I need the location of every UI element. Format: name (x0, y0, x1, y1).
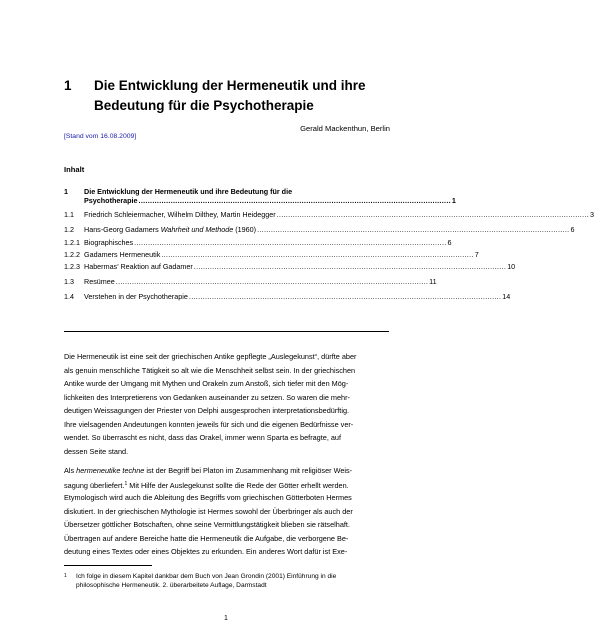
toc-entry-1-continued[interactable] (64, 196, 456, 205)
toc-entry-title: Verstehen in der Psychotherapie (84, 292, 188, 301)
toc-entry-7[interactable] (64, 277, 437, 286)
toc-leader: ........................................................................................................................................ (257, 225, 570, 234)
toc-entry-2[interactable] (64, 210, 594, 219)
text-run: sagung überliefert. (64, 480, 125, 490)
toc-leader: ........................................................................................................................................ (134, 238, 447, 247)
text-line: Etymologisch wird auch die Ableitung des Begriffs vom griechischen Götterboten Hermes (64, 493, 352, 502)
toc-entry-title: Psychotherapie (84, 196, 138, 205)
toc-leader: ........................................................................................................................................ (193, 262, 507, 271)
text-run: Als (64, 466, 77, 475)
text-line: deutigen Weissagungen der Priester von Delphi ausgesprochen interpretationsbedürftig. (64, 406, 350, 415)
toc-entry-number: 1.1 (64, 210, 74, 219)
toc-leader: ........................................................................................................................................ (276, 210, 589, 219)
footnote-line: philosophische Hermeneutik. 2. überarbeitete Auflage, Darmstadt (76, 582, 267, 589)
text-line: Ihre vielsagenden Andeutungen konnten jeweils für sich und die eigenen Bedürfnisse ver- (64, 419, 354, 429)
footnote-mark: 1 (64, 573, 67, 579)
toc-entry-page: 10 (507, 262, 516, 271)
toc-entry-title: Gadamers Hermeneutik (84, 250, 161, 259)
toc-entry-page: 14 (502, 292, 511, 301)
toc-entry-4[interactable] (64, 238, 452, 247)
toc-entry-number: 1 (64, 187, 68, 196)
toc-entry-3[interactable] (64, 225, 575, 234)
text-run-italic: hermeneutike techne (76, 466, 145, 475)
toc-entry-page: 7 (474, 250, 479, 259)
toc-entry-page: 6 (570, 225, 575, 234)
separator-rule (64, 331, 389, 332)
toc-entry-title (84, 225, 256, 234)
toc-leader: ........................................................................................................................................ (161, 250, 474, 259)
body-paragraph-1 (64, 350, 389, 458)
stand-date: [Stand vom 16.08.2009] (64, 133, 137, 140)
text-line: Übersetzer göttlicher Botschaften, ohne seine Vermittlungstätigkeit blieben sie rätselhaft. (64, 520, 350, 529)
text-run: ist der Begriff bei Platon im Zusammenhang mit religiöser Weis- (144, 466, 353, 475)
footnote-reference[interactable]: 1 (124, 480, 128, 487)
toc-entry-5[interactable] (64, 250, 479, 259)
toc-entry-title: Friedrich Schleiermacher, Wilhelm Dilthey, Martin Heidegger (84, 210, 276, 219)
toc-leader: ........................................................................................................................................ (115, 277, 429, 286)
footnote-separator (64, 565, 152, 566)
page-number: 1 (224, 615, 228, 622)
toc-entry-number: 1.2.3 (64, 262, 80, 271)
toc-title-part: Hans-Georg Gadamers (84, 225, 161, 234)
chapter-number: 1 (64, 78, 72, 93)
text-line: dessen Seite stand. (64, 446, 129, 456)
toc-entry-title: Habermas’ Reaktion auf Gadamer (84, 262, 193, 271)
chapter-title-line2: Bedeutung für die Psychotherapie (94, 98, 314, 113)
text-line: Die Hermeneutik ist eine seit der griechischen Antike gepflegte „Auslegekunst“, dürfte aber (64, 352, 357, 361)
toc-entry-number: 1.4 (64, 292, 74, 301)
text-line: diskutiert. In der griechischen Mythologie ist Hermes sowohl der Überbringer als auch der (64, 506, 353, 516)
toc-heading: Inhalt (64, 165, 85, 174)
body-paragraph-2 (64, 464, 389, 559)
text-run: Mit Hilfe der Auslegekunst sollte die Rede der Götter erhellt werden. (127, 480, 349, 490)
toc-entry-6[interactable] (64, 262, 516, 271)
author-line: Gerald Mackenthun, Berlin (300, 124, 390, 133)
toc-title-part: (1960) (233, 225, 257, 234)
toc-entry-number: 1.2 (64, 225, 74, 234)
toc-entry-title: Resümee (84, 277, 115, 286)
text-line: Antike wurde der Umgang mit Mythen und Orakeln zum Anstoß, sich tiefer mit den Mög- (64, 379, 349, 388)
footnote (64, 572, 389, 592)
text-line (64, 464, 389, 478)
text-line: deutung eines Textes oder eines Objektes zu erkunden. Ein anderes Wort dafür ist Exe- (64, 547, 348, 556)
toc-entry-8[interactable] (64, 292, 511, 301)
toc-leader: ........................................................................................................................................ (188, 292, 502, 301)
toc-entry-number: 1.2.2 (64, 250, 80, 259)
text-line (64, 478, 389, 492)
toc-title-italic: Wahrheit und Methode (160, 225, 234, 234)
chapter-title-line1: Die Entwicklung der Hermeneutik und ihre (94, 78, 366, 93)
toc-entry-1[interactable] (64, 187, 389, 196)
toc-entry-page: 6 (447, 238, 452, 247)
toc-entry-title: Biographisches (84, 238, 134, 247)
toc-leader: ........................................................................................................................................ (138, 196, 451, 205)
toc-entry-page: 1 (451, 196, 456, 205)
toc-entry-number: 1.3 (64, 277, 74, 286)
footnote-line: Ich folge in diesem Kapitel dankbar dem Buch von Jean Grondin (2001) Einführung in die (76, 573, 337, 580)
text-line: Übertragen auf andere Bereiche hatte die Hermeneutik die Aufgabe, die verborgene Be- (64, 533, 349, 543)
toc-entry-page: 3 (590, 210, 594, 219)
toc-entry-title: Die Entwicklung der Hermeneutik und ihre Bedeutung für die (84, 187, 293, 196)
text-line: als genuin menschliche Tätigkeit so alt wie die Menschheit selbst sein. In der griechischen (64, 365, 356, 375)
toc-entry-number: 1.2.1 (64, 238, 80, 247)
toc-entry-page: 11 (429, 277, 437, 286)
footnote-text (76, 572, 389, 590)
text-line: wendet. So überrascht es nicht, dass das Orakel, immer wenn Sparta es befragte, auf (64, 433, 342, 442)
text-line: lichkeiten des Interpretierens von Gedanken auseinander zu setzen. So waren die mehr- (64, 392, 350, 402)
